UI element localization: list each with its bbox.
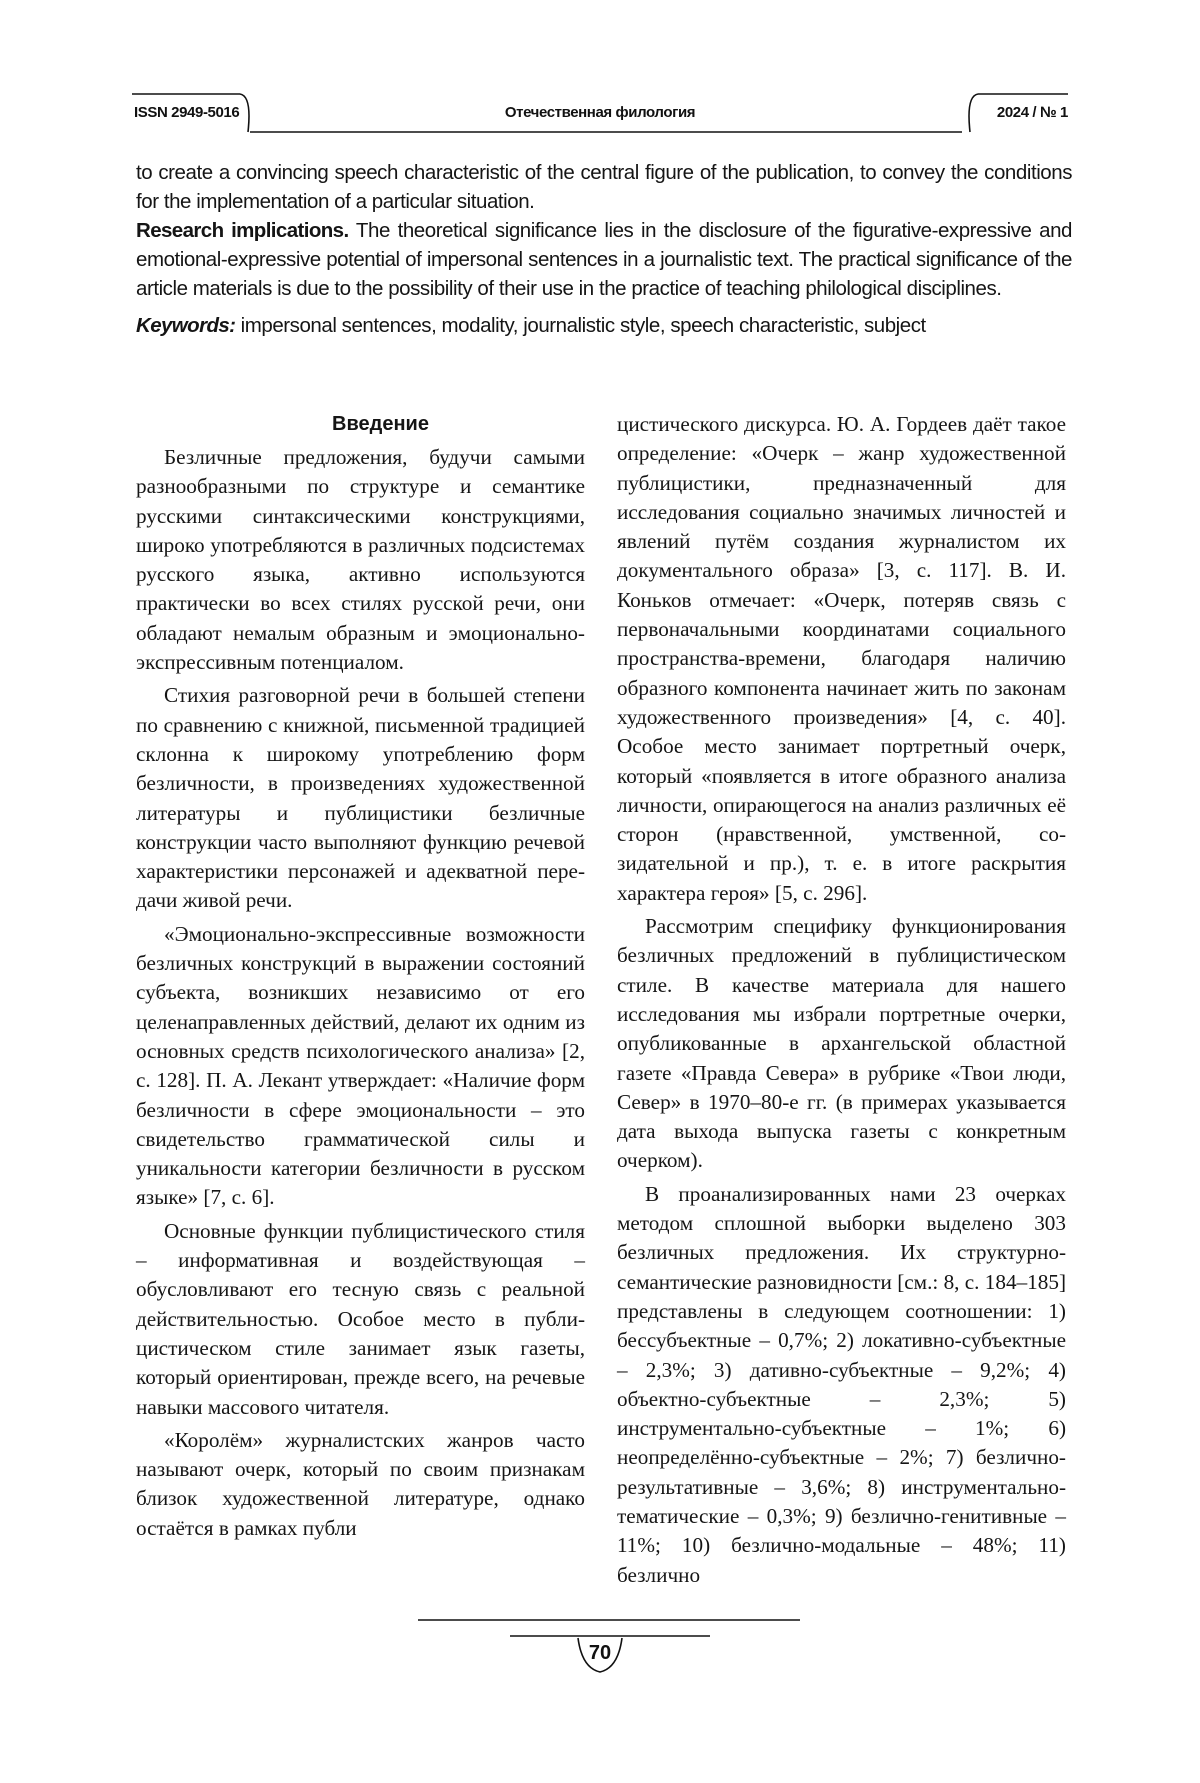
paragraph: Основные функции публицистического стиля – информативная и воздействующая – обусловливают его тесную связь с реальной действительностью. Особое место в публицистическом стиле занимает язык газеты, который ориентирован, прежде всего, на речевые навыки массового читателя. [136, 1218, 585, 1419]
keywords-text: impersonal sentences, modality, journalistic style, speech characteristic, subject [235, 314, 926, 337]
keywords [136, 311, 1072, 340]
issn: ISSN 2949-5016 [134, 104, 240, 121]
paragraph: Рассмотрим специфику функционирования безличных предложений в публицистическом стиле. В качестве материала для нашего исследования мы избрали портретные очерки, опубликованные в архангельской областной газете «Правда Севера» в рубрике «Твои люди, Север» в 1970–80-е гг. (в примерах указывается дата выхода выпуска газеты с конкретным очерком). [617, 914, 1066, 1173]
journal-title: Отечественная филология [504, 104, 696, 121]
paragraph: Безличные предложения, будучи самыми разнообразными по структуре и семантике русскими синтаксическими конструкциями, широко употребляются в различных подсистемах русского языка, активно используются практически во всех стилях русской речи, они обладают немалым образным и эмоционально-экспрессивным потенциалом. [136, 445, 585, 675]
paragraph: «Эмоционально-экспрессивные возможности безличных конструкций в выражении состояний субъекта, возникших независимо от его целенаправленных действий, делают их одним из основных средств психологического анализа» [2, с. 128]. П. А. Лекант утверждает: «Наличие форм безличности в сфере эмоциональности – это свидетельство грамматической силы и уникальности категории безличности в русском языке» [7, с. 6]. [136, 921, 585, 1210]
keywords-label: Keywords: [136, 314, 236, 337]
research-implications [136, 216, 1072, 303]
implications-text: The theoretical significance lies in the disclosure of the figurative-expressive and emotional-expressive potential of impersonal sentences in a journalistic text. The practical significance of the article materials is due to the possibility of their use in the practice of teaching philological disciplines. [136, 219, 1072, 300]
paragraph: «Королём» журналистских жанров часто называют очерк, который по своим признакам близок художественной литературе, однако остаётся в рамках публи [136, 1427, 585, 1540]
right-column [617, 410, 1066, 1594]
left-column [136, 410, 585, 1547]
paragraph: Стихия разговорной речи в большей степени по сравнению с книжной, письменной традицией склонна к широкому употреблению форм безличности, в произведениях художественной литературы и публицистики безличные конструкции часто выполняют функцию речевой характеристики персонажей и адекватной передачи живой речи. [136, 683, 585, 913]
issue-number: 2024 / № 1 [996, 104, 1068, 121]
implications-label: Research implications. [136, 219, 349, 242]
page-number: 70 [588, 1642, 612, 1664]
paragraph: В проанализированных нами 23 очерках методом сплошной выборки выделено 303 безличных предложения. Их структурно-семантические разновидности [см.: 8, с. 184–185] представлены в следующем соотношении: 1) бессубъектные – 0,7%; 2) локативно-субъектные – 2,3%; 3) дативно-субъектные – 9,2%; 4) объектно-субъектные – 2,3%; 5) инструментально-субъектные – 1%; 6) неопределённо-субъектные – 2%; 7) безлично-результативные – 3,6%; 8) инструментально-тематические – 0,3%; 9) безлично-генитивные – 11%; 10) безлично-модальные – 48%; 11) безлично [617, 1181, 1066, 1587]
abstract-continuation: to create a convincing speech characteristic of the central figure of the publication, to convey the conditions for the implementation of a particular situation. [136, 161, 1072, 213]
section-heading: Введение [332, 413, 429, 435]
paragraph: цистического дискурса. Ю. А. Гордеев даёт такое определение: «Очерк – жанр художественной публицистики, предназначенный для исследования социально значимых личностей и явлений путём создания журналистом их документального образа» [3, с. 117]. В. И. Коньков отмечает: «Очерк, потеряв связь с первоначальными координатами социального пространства-времени, благодаря наличию образного компонента начинает жить по законам художественного произведения» [4, с. 40]. Особое место занимает портретный очерк, который «появляется в итоге образного анализа личности, опирающегося на анализ различных её сторон (нравственной, умственной, созидательной и пр.), т. е. в итоге раскрытия характера героя» [5, с. 296]. [617, 412, 1066, 905]
abstract [136, 158, 1072, 340]
